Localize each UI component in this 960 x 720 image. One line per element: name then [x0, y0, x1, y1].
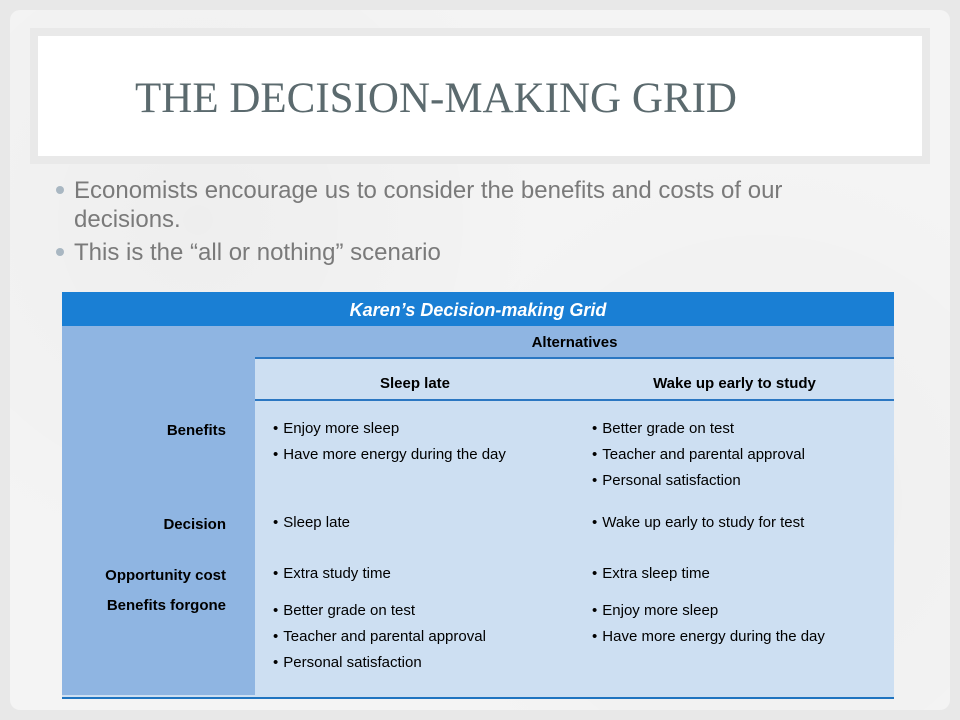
bullet-list — [56, 176, 876, 271]
opportunity-cost-col2 — [592, 561, 710, 587]
bullet-item — [56, 176, 876, 234]
list-item: • Sleep late — [273, 510, 350, 536]
list-item: • Enjoy more sleep — [592, 598, 825, 624]
slide-title: THE DECISION-MAKING GRID — [135, 75, 737, 122]
bullet-dot-icon — [56, 248, 64, 256]
row-label-column — [62, 326, 255, 695]
grid-title: Karen’s Decision-making Grid — [62, 292, 894, 326]
list-item: • Teacher and parental approval — [592, 442, 805, 468]
decision-col1 — [273, 510, 350, 536]
list-item: • Extra study time — [273, 561, 391, 587]
list-item: • Wake up early to study for test — [592, 510, 804, 536]
list-item: • Enjoy more sleep — [273, 416, 506, 442]
bullet-dot-icon — [56, 186, 64, 194]
list-item: • Better grade on test — [273, 598, 486, 624]
row-label-benefits: Benefits — [166, 422, 226, 439]
benefits-col2 — [592, 416, 805, 494]
opportunity-cost-col1 — [273, 561, 391, 587]
list-item: • Personal satisfaction — [592, 468, 805, 494]
column-header-row — [255, 359, 894, 401]
alternatives-header: Alternatives — [255, 326, 894, 359]
benefits-forgone-col1 — [273, 598, 486, 676]
decision-col2 — [592, 510, 804, 536]
row-label-benefits-forgone: Benefits forgone — [106, 597, 226, 614]
list-item: • Extra sleep time — [592, 561, 710, 587]
bullet-text: Economists encourage us to consider the benefits and costs of our decisions. — [74, 177, 783, 233]
benefits-col1 — [273, 416, 506, 468]
column-header-sleep-late: Sleep late — [379, 375, 451, 392]
list-item: • Have more energy during the day — [592, 624, 825, 650]
list-item: • Have more energy during the day — [273, 442, 506, 468]
decision-grid-table — [62, 292, 894, 697]
list-item: • Better grade on test — [592, 416, 805, 442]
bullet-text: This is the “all or nothing” scenario — [74, 239, 441, 266]
row-label-decision: Decision — [163, 516, 226, 533]
row-label-opportunity-cost: Opportunity cost — [105, 567, 226, 584]
benefits-forgone-col2 — [592, 598, 825, 650]
list-item: • Teacher and parental approval — [273, 624, 486, 650]
list-item: • Personal satisfaction — [273, 650, 486, 676]
column-header-wake-early: Wake up early to study — [653, 375, 816, 392]
grid-body — [62, 326, 894, 699]
bullet-item — [56, 238, 876, 267]
